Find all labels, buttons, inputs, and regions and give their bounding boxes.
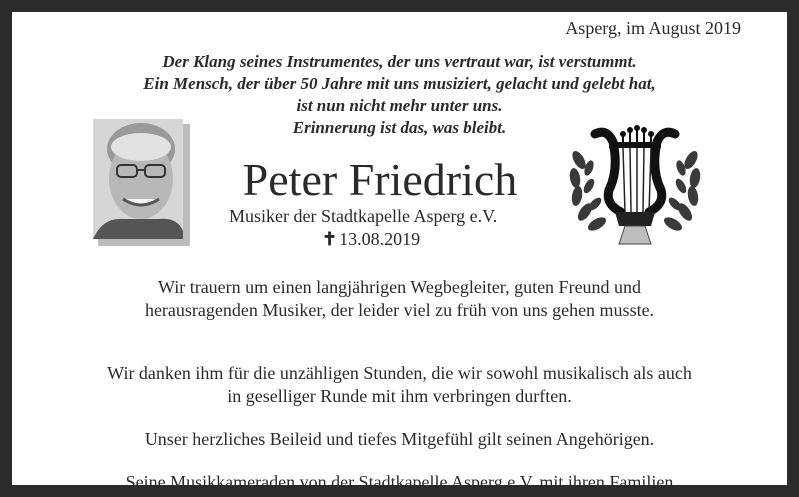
motto-line: Der Klang seines Instrumentes, der uns vertraut war, ist verstummt. [162,52,637,71]
signature-line: Seine Musikkameraden von der Stadtkapelle Asperg e.V. mit ihren Familien [125,472,674,492]
body-text [0,256,799,494]
paragraph-line: Wir trauern um einen langjährigen Wegbegleiter, guten Freund und [157,277,642,297]
death-date: 13.08.2019 [339,229,421,249]
motto-line: ist nun nicht mehr unter uns. [296,96,503,115]
motto-line: Erinnerung ist das, was bleibt. [292,118,507,137]
paragraph-line: Unser herzliches Beileid und tiefes Mitgefühl gilt seinen Angehörigen. [144,429,655,449]
death-date-line [322,229,420,250]
lyre-laurel-icon [565,120,705,250]
deceased-role: Musiker der Stadtkapelle Asperg e.V. [229,206,498,226]
deceased-name-text: Peter Friedrich [242,154,518,205]
cross-icon: ✝ [322,229,338,249]
paragraph-line: Wir danken ihm für die unzähligen Stunden, die wir sowohl musikalisch als auch [107,363,692,383]
place-date: Asperg, im August 2019 [565,18,741,38]
paragraph-line: in geselliger Runde mit ihm verbringen durften. [227,386,572,406]
motto-line: Ein Mensch, der über 50 Jahre mit uns musiziert, gelacht und gelebt hat, [143,74,656,93]
paragraph-line: herausragenden Musiker, der leider viel zu früh von uns gehen musste. [144,300,655,320]
